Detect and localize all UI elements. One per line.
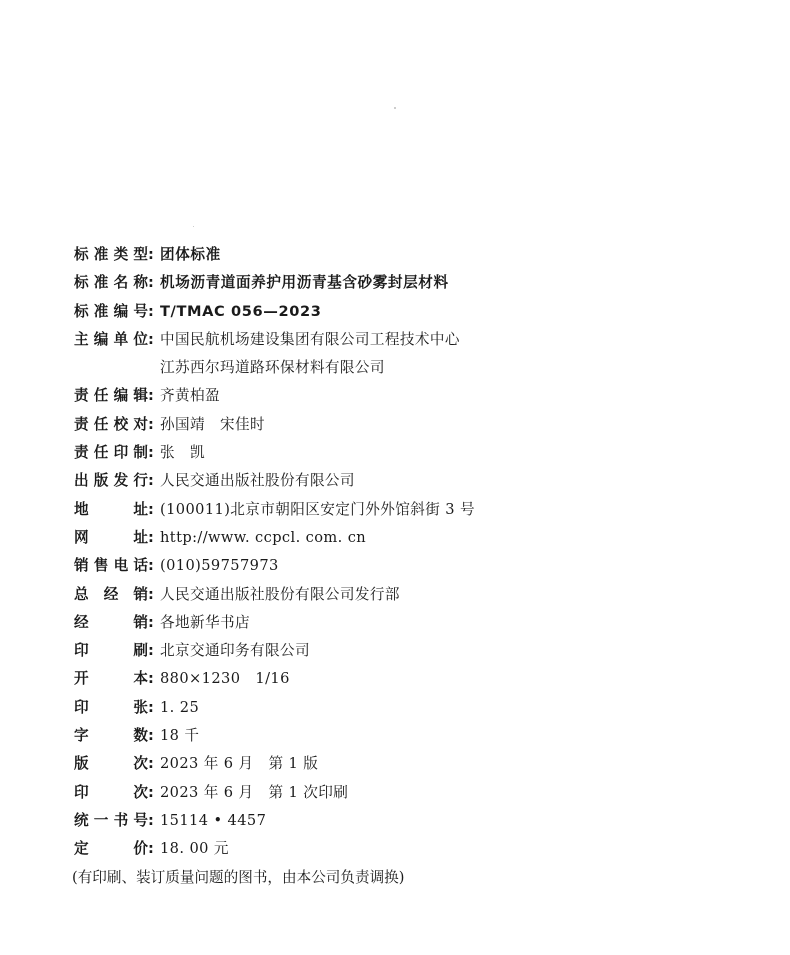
field-label: 定 价 xyxy=(74,840,148,858)
field-website: 网 址: http://www. ccpcl. com. cn xyxy=(74,524,475,552)
field-value: 张 凯 xyxy=(160,444,205,462)
field-label: 字 数 xyxy=(74,727,148,745)
scan-speck xyxy=(394,107,396,109)
field-value: 人民交通出版社股份有限公司 xyxy=(160,472,355,490)
field-value: 江苏西尔玛道路环保材料有限公司 xyxy=(160,359,385,377)
field-printed-sheets: 印 张: 1. 25 xyxy=(74,694,475,722)
field-label: 责任印制 xyxy=(74,444,148,462)
field-standard-number: 标准编号: T/TMAC 056—2023 xyxy=(74,298,475,326)
field-label: 版 次 xyxy=(74,755,148,773)
field-sales-phone: 销售电话: (010)59757973 xyxy=(74,552,475,580)
field-value: 18 千 xyxy=(160,727,200,745)
field-price: 定 价: 18. 00 元 xyxy=(74,835,475,863)
field-responsible-editor: 责任编辑: 齐黄柏盈 xyxy=(74,382,475,410)
field-print-supervisor: 责任印制: 张 凯 xyxy=(74,439,475,467)
field-publisher: 出版发行: 人民交通出版社股份有限公司 xyxy=(74,467,475,495)
field-value: (100011)北京市朝阳区安定门外外馆斜街 3 号 xyxy=(160,500,475,518)
field-value: 北京交通印务有限公司 xyxy=(160,642,310,660)
field-label: 印 次 xyxy=(74,783,148,801)
field-label: 印 张 xyxy=(74,698,148,716)
field-value: 团体标准 xyxy=(160,246,221,263)
field-value: 孙国靖 宋佳时 xyxy=(160,415,265,433)
field-value: 18. 00 元 xyxy=(160,840,229,858)
field-label: 主编单位 xyxy=(74,330,148,348)
field-label: 网 址 xyxy=(74,528,148,546)
field-label: 印 刷 xyxy=(74,642,148,660)
field-standard-type: 标准类型: 团体标准 xyxy=(74,241,475,269)
field-label: 标准编号 xyxy=(74,302,148,320)
field-label: 统一书号 xyxy=(74,811,148,829)
field-unified-book-number: 统一书号: 15114 • 4457 xyxy=(74,807,475,835)
field-printer: 印 刷: 北京交通印务有限公司 xyxy=(74,637,475,665)
field-value: http://www. ccpcl. com. cn xyxy=(160,528,367,546)
field-label: 地 址 xyxy=(74,500,148,518)
field-proofreader: 责任校对: 孙国靖 宋佳时 xyxy=(74,411,475,439)
colophon xyxy=(74,241,475,892)
field-label: 标准名称 xyxy=(74,274,148,292)
quality-note: (有印刷、装订质量问题的图书，由本公司负责调换) xyxy=(72,868,405,886)
field-address: 地 址: (100011)北京市朝阳区安定门外外馆斜街 3 号 xyxy=(74,496,475,524)
field-label: 标准类型 xyxy=(74,246,148,263)
field-printing: 印 次: 2023 年 6 月 第 1 次印刷 xyxy=(74,779,475,807)
field-value: 人民交通出版社股份有限公司发行部 xyxy=(160,585,400,603)
field-value: 中国民航机场建设集团有限公司工程技术中心 xyxy=(160,330,460,348)
field-label: 开 本 xyxy=(74,670,148,688)
field-label: 经 销 xyxy=(74,613,148,631)
field-label: 出版发行 xyxy=(74,472,148,490)
field-value: 880×1230 1/16 xyxy=(160,670,290,688)
field-value: (010)59757973 xyxy=(160,557,279,575)
field-chief-editor-unit-line2 xyxy=(74,354,475,382)
field-label: 销售电话 xyxy=(74,557,148,575)
field-value: 齐黄柏盈 xyxy=(160,387,220,405)
field-value: 2023 年 6 月 第 1 次印刷 xyxy=(160,783,349,801)
field-standard-name: 标准名称: 机场沥青道面养护用沥青基含砂雾封层材料 xyxy=(74,269,475,297)
field-value: T/TMAC 056—2023 xyxy=(160,302,322,320)
field-label: 责任校对 xyxy=(74,415,148,433)
field-value: 机场沥青道面养护用沥青基含砂雾封层材料 xyxy=(160,274,449,292)
field-word-count: 字 数: 18 千 xyxy=(74,722,475,750)
field-label: 总 经 销 xyxy=(74,585,148,603)
field-label: 责任编辑 xyxy=(74,387,148,405)
field-value: 2023 年 6 月 第 1 版 xyxy=(160,755,319,773)
field-value: 15114 • 4457 xyxy=(160,811,267,829)
field-format: 开 本: 880×1230 1/16 xyxy=(74,665,475,693)
field-general-distributor: 总 经 销: 人民交通出版社股份有限公司发行部 xyxy=(74,581,475,609)
field-edition: 版 次: 2023 年 6 月 第 1 版 xyxy=(74,750,475,778)
field-value: 1. 25 xyxy=(160,698,200,716)
scan-speck xyxy=(193,226,194,227)
field-distributor: 经 销: 各地新华书店 xyxy=(74,609,475,637)
field-chief-editor-unit: 主编单位: 中国民航机场建设集团有限公司工程技术中心 xyxy=(74,326,475,354)
field-value: 各地新华书店 xyxy=(160,613,250,631)
